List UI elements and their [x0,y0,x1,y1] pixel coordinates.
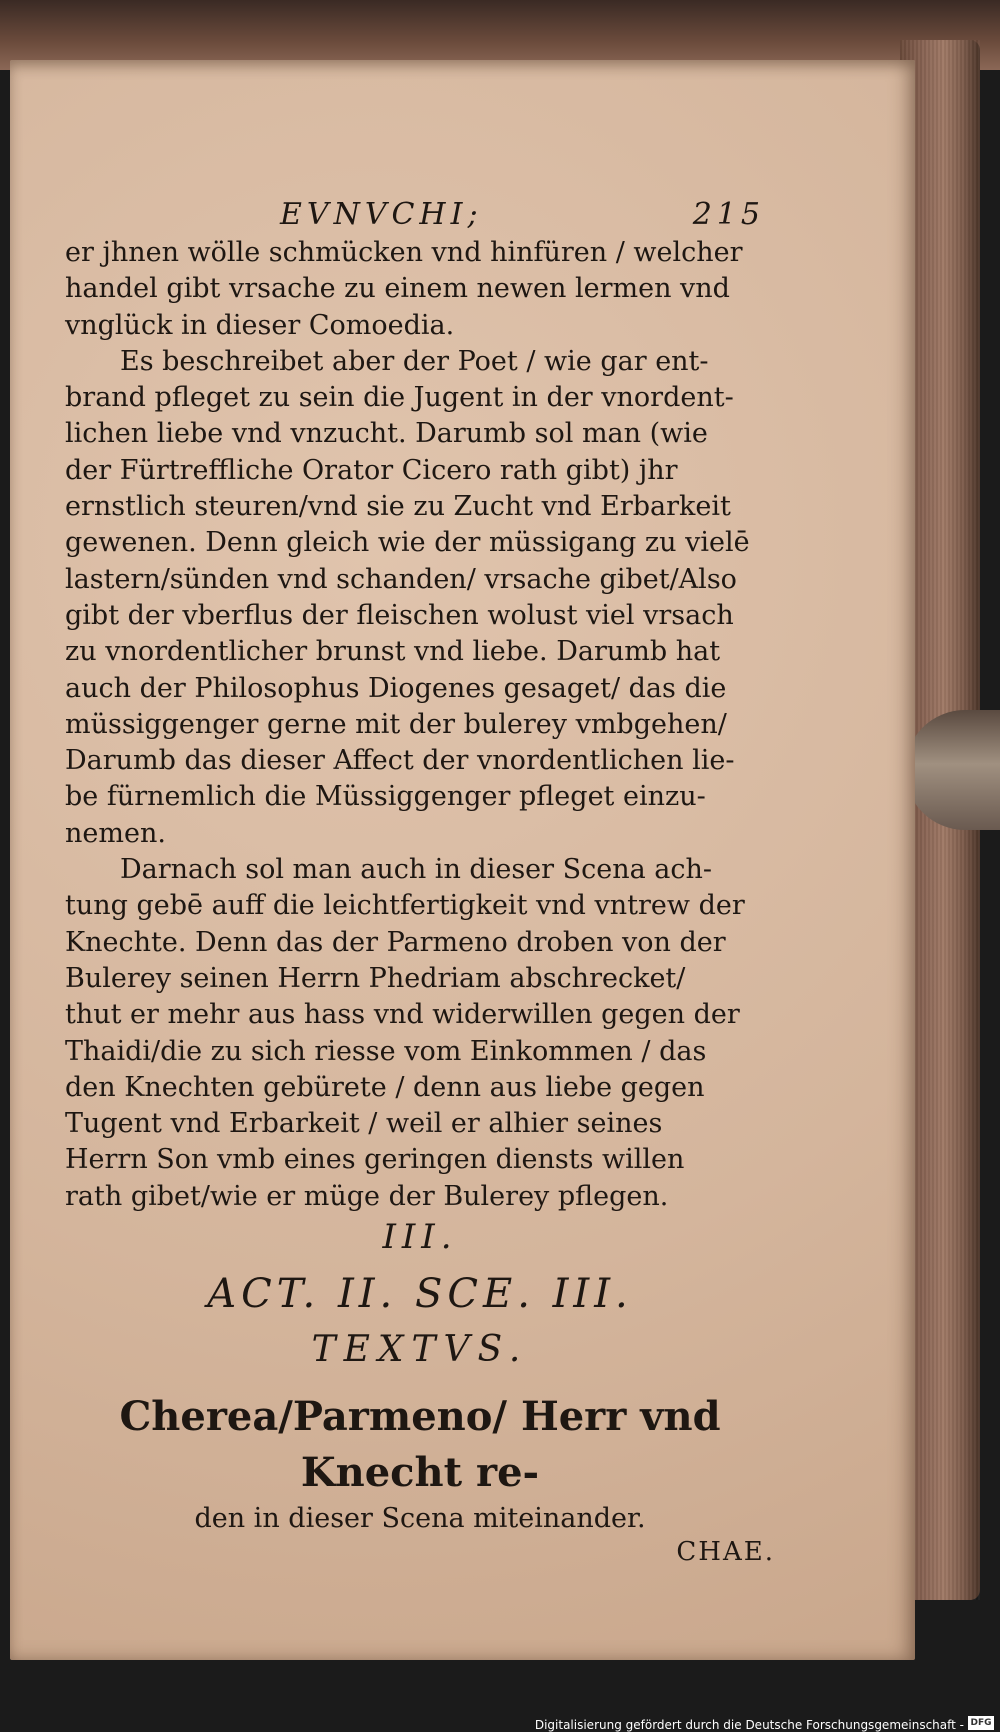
text-line: zu vnordentlicher brunst vnd liebe. Darumb hat [65,636,721,668]
text-line: auch der Philosophus Diogenes gesaget/ das die [65,672,727,704]
text-line: thut er mehr aus hass vnd widerwillen gegen der [65,999,740,1031]
text-line: be fürnemlich die Müssiggenger pfleget einzu- [65,781,706,813]
text-line: rath gibet/wie er müge der Bulerey pflegen. [65,1180,669,1212]
text-line: gibt der vberflus der fleischen wolust viel vrsach [65,599,734,631]
text-line: den Knechten gebürete / denn aus liebe gegen [65,1071,705,1103]
text-line: lastern/sünden vnd schanden/ vrsache gibet/Also [65,563,737,595]
text-line: Es beschreibet aber der Poet / wie gar ent- [120,345,709,377]
cast-subline: den in dieser Scena miteinander. [194,1503,646,1535]
paragraph-2 [65,344,775,852]
text-line: gewenen. Denn gleich wie der müssigang zu vielē [65,527,750,559]
book-page [10,60,915,1660]
section-number: III. [382,1217,458,1258]
text-line: tung gebē auff die leichtfertigkeit vnd vntrew der [65,890,745,922]
catchword: CHAE. [676,1537,775,1568]
text-line: vnglück in dieser Comoedia. [65,309,455,341]
text-line: er jhnen wölle schmücken vnd hinfüren / welcher [65,237,743,268]
text-block [65,197,775,1577]
text-line: Tugent vnd Erbarkeit / weil er alhier seines [65,1108,663,1140]
text-line: Herrn Son vmb eines geringen diensts willen [65,1144,685,1176]
text-line: der Fürtreffliche Orator Cicero rath gibt) jhr [65,454,678,486]
text-line: nemen. [65,817,166,849]
text-line: Knechte. Denn das der Parmeno droben von der [65,926,726,958]
digitization-credit: Digitalisierung gefördert durch die Deutsche Forschungsgemeinschaft - [534,1718,964,1732]
text-line: Darumb das dieser Affect der vnordentlichen lie- [65,745,735,777]
running-title: EVNVCHI; [280,197,483,232]
text-line: Bulerey seinen Herrn Phedriam abschrecket/ [65,962,686,994]
page-number: 215 [692,197,765,232]
text-line: Darnach sol man auch in dieser Scena ach- [120,854,713,886]
cast-heading: Cherea/Parmeno/ Herr vnd Knecht re- [119,1393,721,1497]
act-heading: ACT. II. SCE. III. [207,1271,633,1318]
textus-heading: TEXTVS. [311,1329,529,1371]
dfg-logo: DFG [968,1716,994,1730]
running-head [65,197,775,233]
paragraph-1 [65,235,775,344]
text-line: ernstlich steuren/vnd sie zu Zucht vnd Erbarkeit [65,491,731,523]
paragraph-3 [65,852,775,1215]
text-line: handel gibt vrsache zu einem newen lermen vnd [65,273,730,305]
text-line: brand pfleget zu sein die Jugent in der vnordent- [65,382,734,414]
text-line: lichen liebe vnd vnzucht. Darumb sol man (wie [65,418,708,450]
catchword-row [65,1537,775,1577]
text-line: Thaidi/die zu sich riesse vom Einkommen / das [65,1035,707,1067]
text-line: müssiggenger gerne mit der bulerey vmbgehen/ [65,708,727,740]
